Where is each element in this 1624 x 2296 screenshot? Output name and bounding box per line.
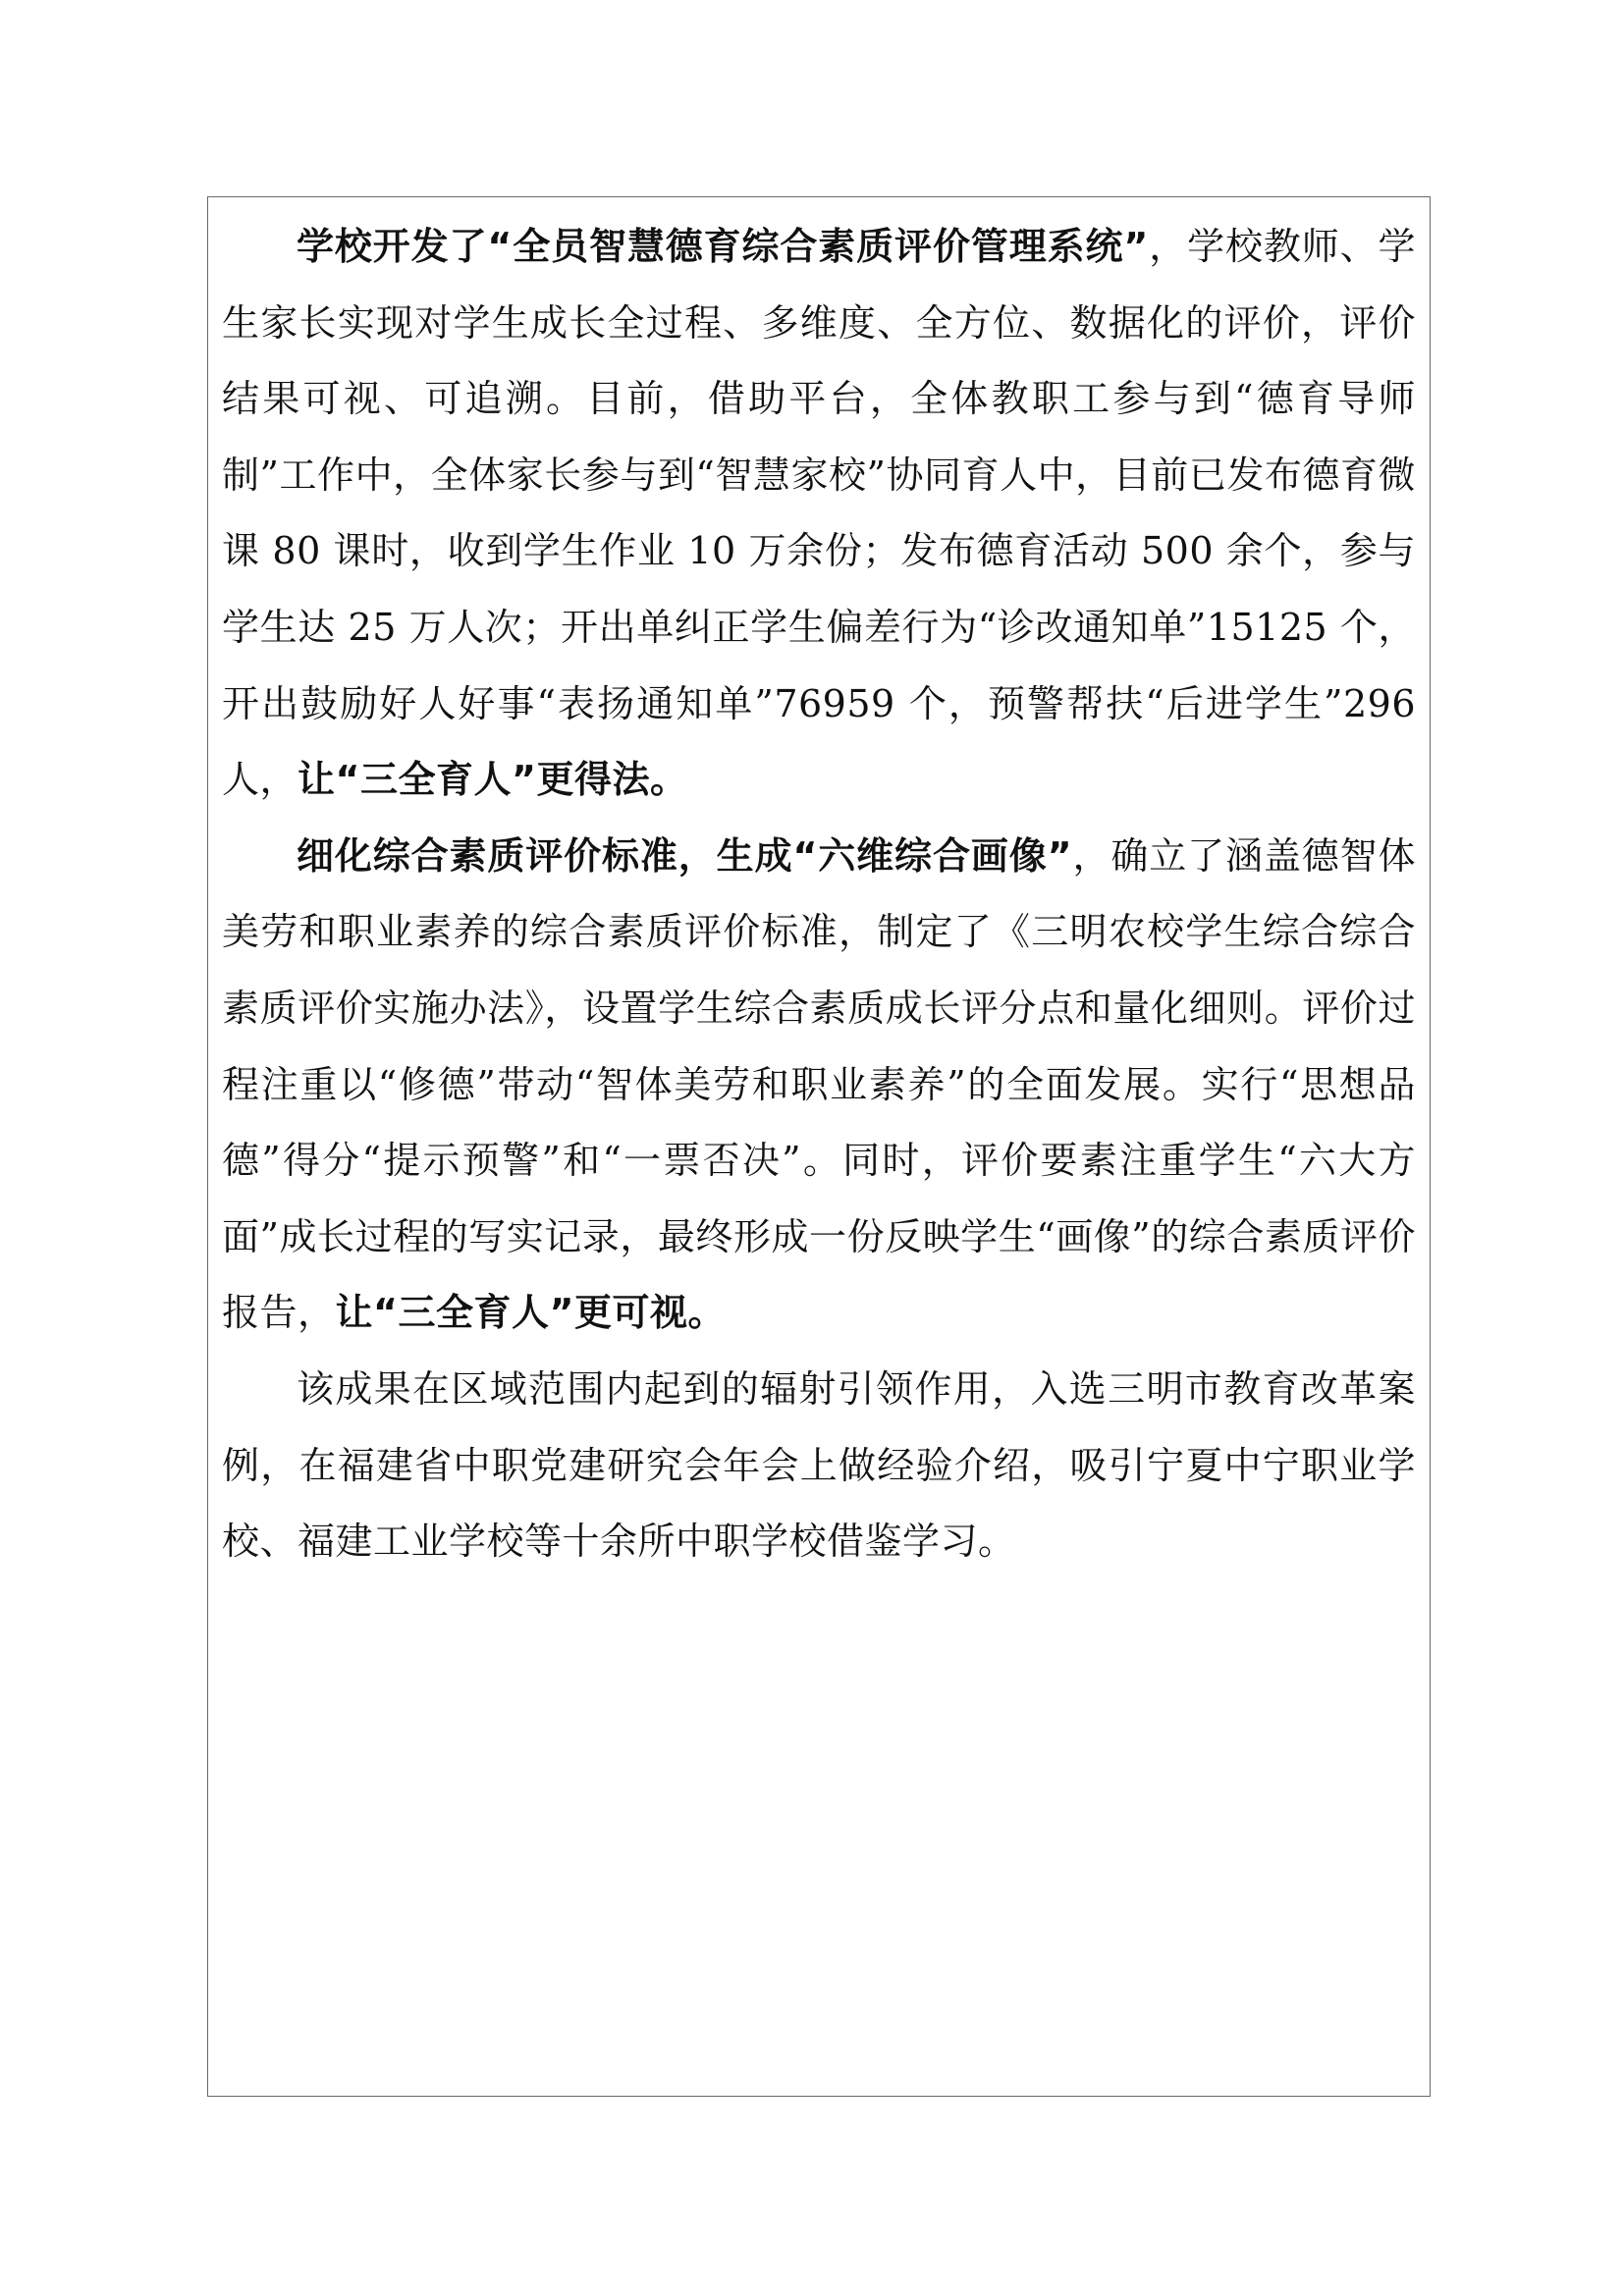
paragraph-1-lead: 学校开发了“全员智慧德育综合素质评价管理系统” bbox=[297, 225, 1149, 268]
paragraph-2-conclusion: 让“三全育人”更可视。 bbox=[335, 1291, 726, 1335]
paragraph-evaluation-system bbox=[222, 209, 1416, 819]
paragraph-outcome-influence bbox=[222, 1352, 1416, 1580]
paragraph-1-conclusion: 让“三全育人”更得法。 bbox=[298, 758, 688, 802]
paragraph-2-lead: 细化综合素质评价标准，生成“六维综合画像” bbox=[297, 833, 1073, 878]
paragraph-3-body: 该成果在区域范围内起到的辐射引领作用，入选三明市教育改革案例，在福建省中职党建研究会年会上做经验介绍，吸引宁夏中宁职业学校、福建工业学校等十余所中职学校借鉴学习。 bbox=[222, 1366, 1416, 1564]
paragraph-2-body: ，确立了涵盖德智体美劳和职业素养的综合素质评价标准，制定了《三明农校学生综合综合素质评价实施办法》，设置学生综合素质成长评分点和量化细则。评价过程注重以“修德”带动“智体美劳和职业素养”的全面发展。实行“思想品德”得分“提示预警”和“一票否决”。同时，评价要素注重学生“六大方面”成长过程的写实记录，最终形成一份反映学生“画像”的综合素质评价报告， bbox=[222, 833, 1416, 1335]
paragraph-six-dimension-portrait bbox=[222, 819, 1416, 1352]
paragraph-1-body: ，学校教师、学生家长实现对学生成长全过程、多维度、全方位、数据化的评价，评价结果可视、可追溯。目前，借助平台，全体教职工参与到“德育导师制”工作中，全体家长参与到“智慧家校”协同育人中，目前已发布德育微课 80 课时，收到学生作业 10 万余份；发布德育活动 500 余个，参与学生达 25 万人次；开出单纠正学生偏差行为“诊改通知单”15125 个，开出鼓励好人好事“表扬通知单”76959 个，预警帮扶“后进学生”296 人， bbox=[222, 225, 1416, 802]
document-body bbox=[222, 209, 1416, 1580]
